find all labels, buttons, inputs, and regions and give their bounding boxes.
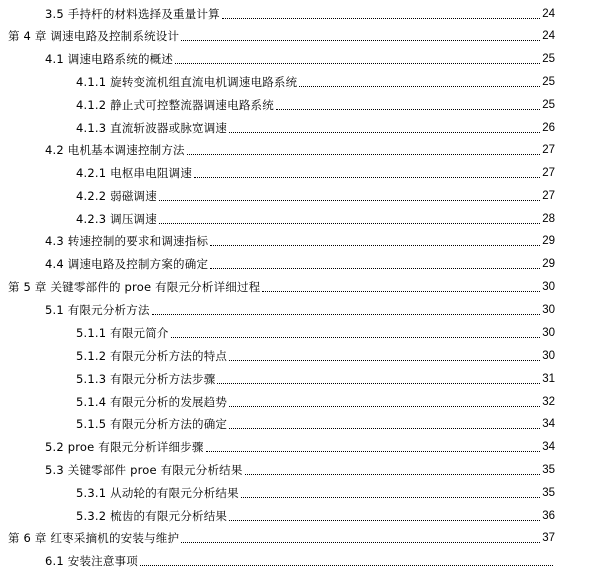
toc-entry-title: 4.2.1 电枢串电阻调速 [76, 166, 193, 180]
toc-leader-dots [229, 428, 540, 429]
toc-entry-5-1-3 [76, 368, 555, 386]
toc-entry-page: 35 [542, 487, 555, 499]
toc-entry-title: 第 6 章 红枣采摘机的安装与维护 [8, 531, 180, 545]
toc-leader-dots [159, 223, 540, 224]
toc-entry-title: 4.1.3 直流斩波器或脉宽调速 [76, 121, 228, 135]
toc-entry-title: 5.3.1 从动轮的有限元分析结果 [76, 486, 239, 500]
toc-entry-title: 4.2.2 弱磁调速 [76, 189, 157, 203]
toc-entry-5-3-2 [76, 505, 555, 523]
toc-entry-title: 3.5 手持杆的材料选择及重量计算 [45, 7, 220, 21]
toc-entry-4-2-1 [76, 162, 555, 180]
toc-entry-page: 29 [542, 235, 555, 247]
toc-entry-title: 5.3.2 梳齿的有限元分析结果 [76, 509, 228, 523]
toc-entry-page: 30 [542, 327, 555, 339]
toc-leader-dots [175, 63, 540, 64]
toc-entry-title: 第 4 章 调速电路及控制系统设计 [8, 29, 180, 43]
toc-entry-title: 5.2 proe 有限元分析详细步骤 [45, 440, 204, 454]
toc-entry-5-3-1 [76, 482, 555, 500]
toc-leader-dots [276, 109, 540, 110]
toc-entry-title: 4.1.2 静止式可控整流器调速电路系统 [76, 98, 274, 112]
toc-leader-dots [159, 200, 540, 201]
toc-entry-page: 30 [542, 350, 555, 362]
toc-leader-dots [210, 245, 540, 246]
toc-leader-dots [241, 497, 540, 498]
toc-entry-title: 5.1 有限元分析方法 [45, 303, 150, 317]
toc-entry-4-1-3 [76, 117, 555, 135]
toc-entry-page: 27 [542, 167, 555, 179]
toc-entry-title: 5.1.5 有限元分析方法的确定 [76, 417, 228, 431]
toc-entry-title: 5.1.2 有限元分析方法的特点 [76, 349, 228, 363]
toc-entry-page: 25 [542, 76, 555, 88]
toc-leader-dots [210, 268, 540, 269]
toc-entry-4-1 [45, 48, 555, 66]
toc-entry-page: 29 [542, 258, 555, 270]
toc-leader-dots [245, 474, 541, 475]
toc-entry-5-2 [45, 436, 555, 454]
toc-chapter-6 [8, 527, 555, 545]
toc-entry-title: 4.2 电机基本调速控制方法 [45, 143, 185, 157]
toc-entry-5-1-2 [76, 345, 555, 363]
toc-entry-page: 34 [542, 418, 555, 430]
toc-leader-dots [229, 406, 540, 407]
toc-entry-page: 32 [542, 396, 555, 408]
toc-entry-page: 26 [542, 122, 555, 134]
toc-entry-page: 36 [542, 510, 555, 522]
toc-entry-4-3 [45, 230, 555, 248]
toc-leader-dots [262, 291, 540, 292]
toc-entry-4-2 [45, 139, 555, 157]
toc-entry-page: 30 [542, 304, 555, 316]
toc-entry-title: 4.3 转速控制的要求和调速指标 [45, 234, 209, 248]
toc-entry-page: 25 [542, 53, 555, 65]
toc-entry-title: 5.1.4 有限元分析的发展趋势 [76, 395, 228, 409]
toc-entry-page: 27 [542, 190, 555, 202]
toc-entry-page: 34 [542, 441, 555, 453]
toc-entry-4-1-1 [76, 71, 555, 89]
toc-leader-dots [152, 314, 541, 315]
toc-leader-dots [229, 132, 540, 133]
toc-leader-dots [206, 451, 541, 452]
toc-entry-3-5 [45, 3, 555, 21]
toc-entry-title: 6.1 安装注意事项 [45, 554, 138, 568]
toc-entry-6-1 [45, 550, 555, 568]
toc-leader-dots [194, 177, 540, 178]
toc-entry-title: 5.3 关键零部件 proe 有限元分析结果 [45, 463, 243, 477]
toc-leader-dots [181, 542, 540, 543]
toc-entry-page: 37 [542, 532, 555, 544]
toc-leader-dots [171, 337, 541, 338]
toc-entry-title: 5.1.1 有限元简介 [76, 326, 169, 340]
toc-entry-4-2-3 [76, 208, 555, 226]
toc-entry-5-1-5 [76, 413, 555, 431]
toc-entry-title: 4.1 调速电路系统的概述 [45, 52, 174, 66]
toc-entry-5-1 [45, 299, 555, 317]
toc-leader-dots [229, 520, 540, 521]
toc-chapter-5 [8, 276, 555, 294]
toc-entry-title: 4.2.3 调压调速 [76, 212, 157, 226]
toc-leader-dots [181, 40, 540, 41]
toc-entry-page: 28 [542, 213, 555, 225]
toc-entry-page: 24 [542, 30, 555, 42]
toc-entry-4-4 [45, 253, 555, 271]
toc-entry-title: 第 5 章 关键零部件的 proe 有限元分析详细过程 [8, 280, 261, 294]
toc-leader-dots [187, 154, 540, 155]
toc-entry-page: 27 [542, 144, 555, 156]
toc-entry-page: 31 [542, 373, 555, 385]
toc-entry-page: 30 [542, 281, 555, 293]
toc-entry-4-2-2 [76, 185, 555, 203]
toc-entry-title: 5.1.3 有限元分析方法步骤 [76, 372, 216, 386]
toc-leader-dots [299, 86, 540, 87]
toc-entry-title: 4.1.1 旋转变流机组直流电机调速电路系统 [76, 75, 298, 89]
toc-entry-5-1-1 [76, 322, 555, 340]
toc-chapter-4 [8, 25, 555, 43]
toc-leader-dots [229, 360, 540, 361]
toc-entry-5-3 [45, 459, 555, 477]
toc-entry-page: 24 [542, 8, 555, 20]
toc-leader-dots [140, 565, 553, 566]
toc-leader-dots [217, 383, 540, 384]
toc-entry-page: 25 [542, 99, 555, 111]
toc-entry-title: 4.4 调速电路及控制方案的确定 [45, 257, 209, 271]
toc-entry-4-1-2 [76, 94, 555, 112]
toc-entry-5-1-4 [76, 391, 555, 409]
toc-leader-dots [222, 18, 540, 19]
toc-entry-page: 35 [542, 464, 555, 476]
